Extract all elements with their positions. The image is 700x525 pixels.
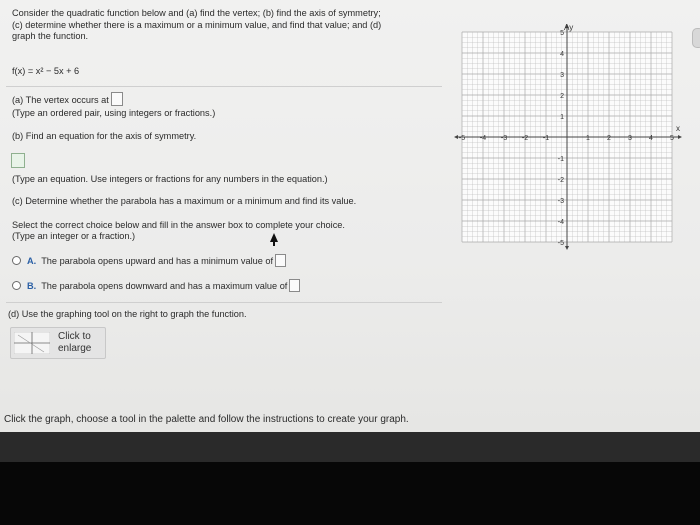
function-expression: f(x) = x² − 5x + 6	[12, 66, 80, 76]
part-b-question: (b) Find an equation for the axis of symmetry.	[12, 131, 197, 141]
enlarge-label	[58, 331, 91, 355]
x-tick-label: -1	[542, 135, 550, 142]
choice-a-text: The parabola opens upward and has a minimum value of	[41, 256, 274, 266]
maximum-value-answer-box[interactable]	[289, 279, 300, 292]
problem-statement	[12, 8, 381, 43]
y-tick-label: -5	[557, 240, 564, 247]
x-tick-label: -5	[458, 135, 466, 142]
axis-equation-answer-box[interactable]	[11, 153, 25, 168]
part-d-question: (d) Use the graphing tool on the right to graph the function.	[8, 309, 247, 319]
x-tick-label: 2	[607, 135, 611, 142]
section-divider	[6, 302, 442, 303]
x-axis-arrow-left-icon	[454, 135, 458, 139]
x-tick-label: -2	[521, 135, 529, 142]
y-tick-label: 3	[560, 72, 564, 79]
section-divider	[6, 86, 442, 87]
problem-line-3: graph the function.	[12, 31, 89, 41]
x-tick-label: 1	[586, 135, 590, 142]
y-axis-arrow-down-icon	[565, 246, 569, 250]
y-tick-label: -3	[557, 198, 564, 205]
click-to-enlarge-button[interactable]	[10, 327, 106, 359]
choice-a-row[interactable]	[12, 254, 286, 267]
enlarge-label-line-1: Click to	[58, 331, 91, 342]
graph-thumbnail-icon	[14, 332, 50, 354]
part-b-hint: (Type an equation. Use integers or fractions for any numbers in the equation.)	[12, 174, 328, 184]
graph-instructions: Click the graph, choose a tool in the palette and follow the instructions to create your graph.	[4, 414, 409, 425]
vertex-answer-box[interactable]	[111, 92, 123, 106]
x-tick-label: -3	[500, 135, 508, 142]
coordinate-grid-graph[interactable]	[446, 22, 688, 260]
window-bottom-strip	[0, 432, 700, 462]
part-a-hint: (Type an ordered pair, using integers or fractions.)	[12, 108, 216, 118]
y-tick-label: -2	[557, 177, 564, 184]
y-tick-label: 2	[560, 93, 564, 100]
choice-a-radio[interactable]	[12, 256, 21, 265]
enlarge-label-line-2: enlarge	[58, 343, 92, 354]
x-tick-label: 4	[649, 135, 653, 142]
part-a-question: (a) The vertex occurs at	[12, 95, 109, 105]
x-axis-arrow-right-icon	[678, 135, 682, 139]
x-tick-label: 5	[670, 135, 674, 142]
part-c-instruction: Select the correct choice below and fill in the answer box to complete your choice.	[12, 220, 345, 230]
problem-line-1: Consider the quadratic function below and (a) find the vertex; (b) find the axis of symmetry;	[12, 8, 381, 18]
y-tick-label: -4	[557, 219, 564, 226]
x-tick-label: -4	[479, 135, 487, 142]
problem-line-2: (c) determine whether there is a maximum or a minimum value, and find that value; and (d)	[12, 19, 382, 30]
part-c-question: (c) Determine whether the parabola has a maximum or a minimum and find its value.	[12, 196, 357, 206]
choice-b-radio[interactable]	[12, 281, 21, 290]
part-c-hint: (Type an integer or a fraction.)	[12, 231, 136, 241]
choice-b-letter: B.	[27, 281, 37, 291]
x-axis-label: x	[676, 124, 680, 133]
y-axis-label: Ay	[564, 23, 574, 32]
minimum-value-answer-box[interactable]	[275, 254, 286, 267]
mouse-cursor-icon	[270, 233, 278, 242]
choice-b-text: The parabola opens downward and has a maximum value of	[41, 281, 288, 291]
y-tick-label: -1	[557, 156, 564, 163]
part-a-row	[12, 92, 123, 106]
side-scroll-handle[interactable]	[692, 28, 700, 48]
monitor-bezel	[0, 462, 700, 525]
choice-b-row[interactable]	[12, 279, 300, 292]
y-tick-label: 4	[560, 51, 564, 58]
y-tick-label: 1	[560, 114, 564, 121]
y-tick-label: 5	[560, 30, 564, 37]
choice-a-letter: A.	[27, 256, 37, 266]
x-tick-label: 3	[628, 135, 632, 142]
